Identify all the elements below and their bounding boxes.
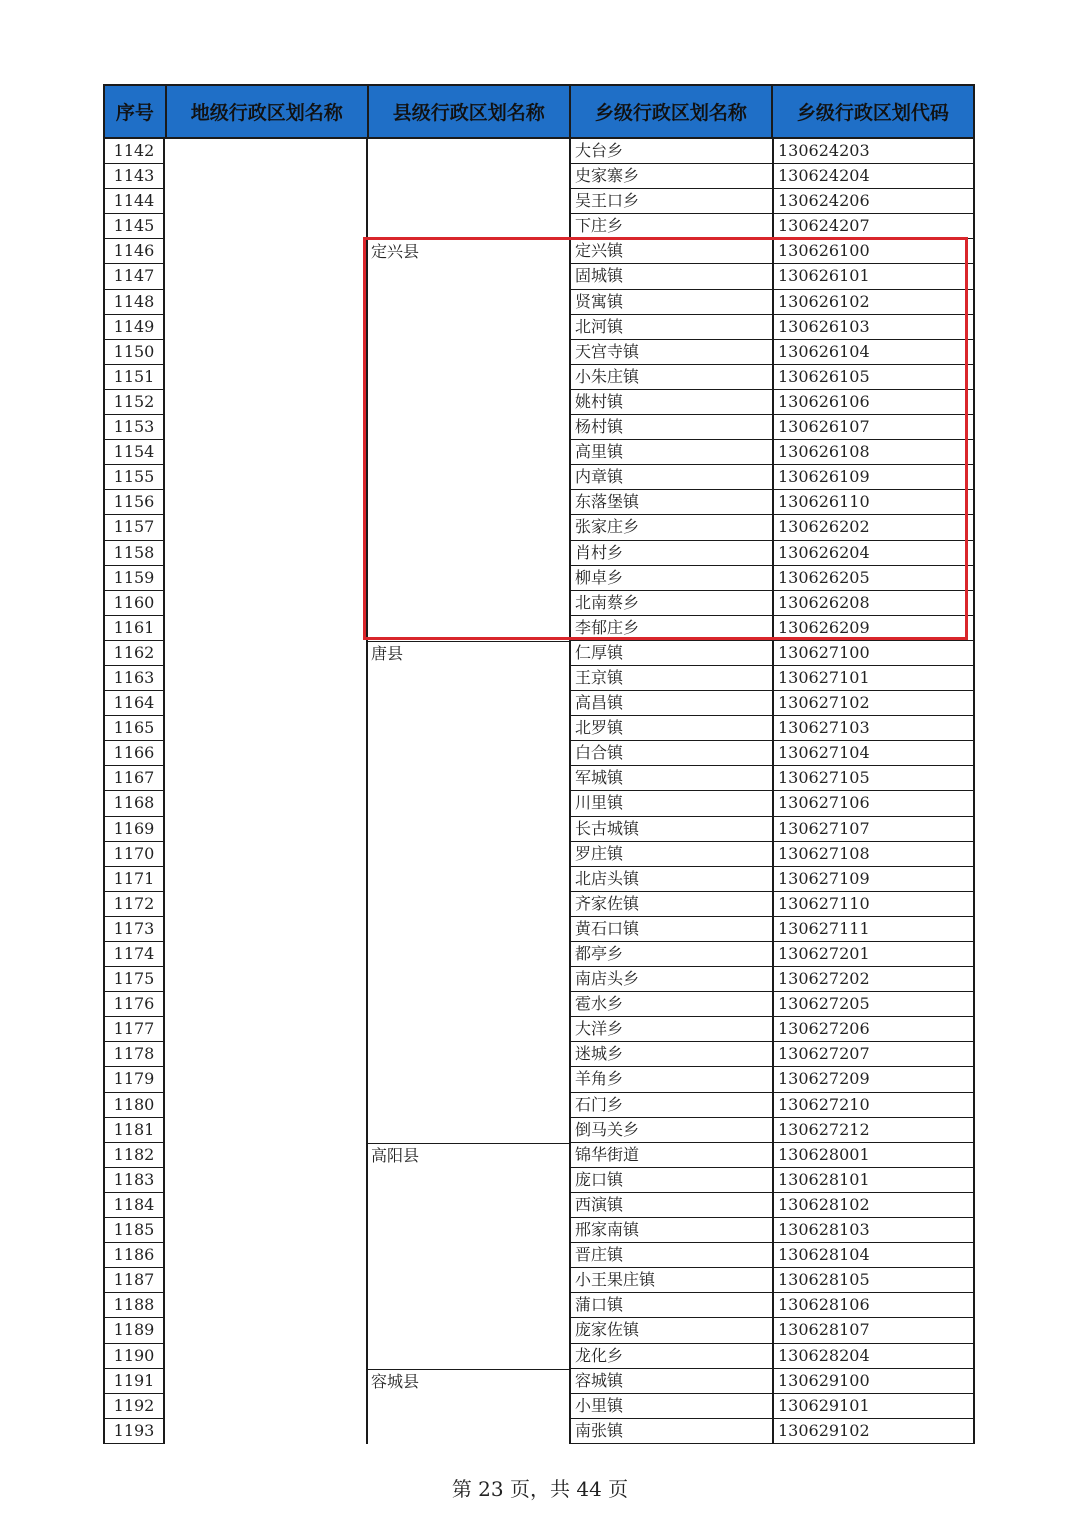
seq-cell: 1171 [103, 867, 165, 892]
seq-cell: 1149 [103, 315, 165, 340]
code-cell: 130628107 [774, 1318, 975, 1343]
code-cell: 130627205 [774, 992, 975, 1017]
page-footer: 第 23 页，共 44 页 [451, 1477, 629, 1501]
seq-cell: 1165 [103, 716, 165, 741]
table-row [103, 641, 975, 666]
city-cell [165, 1218, 368, 1243]
city-cell [165, 791, 368, 816]
table-row [103, 1218, 975, 1243]
code-cell: 130626106 [774, 390, 975, 415]
city-cell [165, 189, 368, 214]
town-cell: 晋庄镇 [571, 1243, 774, 1268]
town-cell: 西演镇 [571, 1193, 774, 1218]
city-cell [165, 917, 368, 942]
town-cell: 贤寓镇 [571, 290, 774, 315]
city-cell [165, 716, 368, 741]
table-row [103, 189, 975, 214]
seq-cell: 1173 [103, 917, 165, 942]
city-cell [165, 1118, 368, 1143]
town-cell: 大洋乡 [571, 1017, 774, 1042]
town-cell: 雹水乡 [571, 992, 774, 1017]
county-cell: 高阳县 [368, 1143, 571, 1168]
town-cell: 羊角乡 [571, 1067, 774, 1092]
seq-cell: 1146 [103, 239, 165, 264]
county-cell [368, 967, 571, 992]
town-cell: 长古城镇 [571, 817, 774, 842]
county-cell [368, 741, 571, 766]
town-cell: 史家寨乡 [571, 164, 774, 189]
city-cell [165, 315, 368, 340]
town-cell: 罗庄镇 [571, 842, 774, 867]
table-row [103, 766, 975, 791]
code-cell: 130627212 [774, 1118, 975, 1143]
town-cell: 迷城乡 [571, 1042, 774, 1067]
county-cell [368, 1067, 571, 1092]
town-cell: 邢家南镇 [571, 1218, 774, 1243]
table-row [103, 967, 975, 992]
city-cell [165, 440, 368, 465]
code-cell: 130627206 [774, 1017, 975, 1042]
town-cell: 龙化乡 [571, 1344, 774, 1369]
town-cell: 仁厚镇 [571, 641, 774, 666]
seq-cell: 1190 [103, 1344, 165, 1369]
code-cell: 130628001 [774, 1143, 975, 1168]
town-cell: 军城镇 [571, 766, 774, 791]
county-cell [368, 1218, 571, 1243]
town-cell: 姚村镇 [571, 390, 774, 415]
seq-cell: 1142 [103, 139, 165, 164]
header-city-name: 地级行政区划名称 [167, 86, 369, 137]
city-cell [165, 1243, 368, 1268]
seq-cell: 1164 [103, 691, 165, 716]
highlight-box [363, 237, 968, 640]
code-cell: 130627100 [774, 641, 975, 666]
city-cell [165, 1067, 368, 1092]
city-cell [165, 1268, 368, 1293]
town-cell: 北店头镇 [571, 867, 774, 892]
county-cell: 唐县 [368, 641, 571, 666]
code-cell: 130627103 [774, 716, 975, 741]
city-cell [165, 290, 368, 315]
city-cell [165, 390, 368, 415]
county-cell [368, 1268, 571, 1293]
header-seq: 序号 [105, 86, 167, 137]
county-cell [368, 1394, 571, 1419]
city-cell [165, 1344, 368, 1369]
town-cell: 东落堡镇 [571, 490, 774, 515]
county-cell [368, 139, 571, 164]
county-cell [368, 1093, 571, 1118]
town-cell: 杨村镇 [571, 415, 774, 440]
city-cell [165, 1419, 368, 1444]
town-cell: 川里镇 [571, 791, 774, 816]
seq-cell: 1148 [103, 290, 165, 315]
town-cell: 庞口镇 [571, 1168, 774, 1193]
seq-cell: 1175 [103, 967, 165, 992]
county-cell [368, 189, 571, 214]
town-cell: 齐家佐镇 [571, 892, 774, 917]
code-cell: 130629100 [774, 1369, 975, 1394]
code-cell: 130624207 [774, 214, 975, 239]
town-cell: 小朱庄镇 [571, 365, 774, 390]
code-cell: 130626100 [774, 239, 975, 264]
town-cell: 南张镇 [571, 1419, 774, 1444]
code-cell: 130627105 [774, 766, 975, 791]
code-cell: 130626204 [774, 541, 975, 566]
county-cell [368, 1042, 571, 1067]
city-cell [165, 465, 368, 490]
code-cell: 130629102 [774, 1419, 975, 1444]
county-cell [368, 867, 571, 892]
city-cell [165, 942, 368, 967]
town-cell: 蒲口镇 [571, 1293, 774, 1318]
table-row [103, 1118, 975, 1143]
table-row [103, 1017, 975, 1042]
city-cell [165, 1042, 368, 1067]
city-cell [165, 641, 368, 666]
table-row [103, 1168, 975, 1193]
seq-cell: 1189 [103, 1318, 165, 1343]
town-cell: 内章镇 [571, 465, 774, 490]
city-cell [165, 766, 368, 791]
seq-cell: 1178 [103, 1042, 165, 1067]
table-row [103, 867, 975, 892]
table-row [103, 1394, 975, 1419]
table-header [103, 84, 975, 139]
town-cell: 天宫寺镇 [571, 340, 774, 365]
city-cell [165, 515, 368, 540]
seq-cell: 1176 [103, 992, 165, 1017]
seq-cell: 1154 [103, 440, 165, 465]
town-cell: 大台乡 [571, 139, 774, 164]
town-cell: 容城镇 [571, 1369, 774, 1394]
town-cell: 倒马关乡 [571, 1118, 774, 1143]
code-cell: 130627101 [774, 666, 975, 691]
table-row [103, 1344, 975, 1369]
code-cell: 130627201 [774, 942, 975, 967]
seq-cell: 1158 [103, 541, 165, 566]
code-cell: 130628104 [774, 1243, 975, 1268]
code-cell: 130626208 [774, 591, 975, 616]
town-cell: 北罗镇 [571, 716, 774, 741]
code-cell: 130626104 [774, 340, 975, 365]
town-cell: 固城镇 [571, 264, 774, 289]
town-cell: 王京镇 [571, 666, 774, 691]
table-row [103, 1093, 975, 1118]
header-town-code: 乡级行政区划代码 [796, 102, 949, 124]
seq-cell: 1157 [103, 515, 165, 540]
seq-cell: 1172 [103, 892, 165, 917]
town-cell: 李郁庄乡 [571, 616, 774, 641]
city-cell [165, 541, 368, 566]
table-row [103, 716, 975, 741]
code-cell: 130626101 [774, 264, 975, 289]
seq-cell: 1170 [103, 842, 165, 867]
code-cell: 130627106 [774, 791, 975, 816]
city-cell [165, 139, 368, 164]
seq-cell: 1193 [103, 1419, 165, 1444]
county-cell [368, 164, 571, 189]
table-row [103, 691, 975, 716]
city-cell [165, 415, 368, 440]
town-cell: 定兴镇 [571, 239, 774, 264]
seq-cell: 1192 [103, 1394, 165, 1419]
county-cell [368, 817, 571, 842]
city-cell [165, 967, 368, 992]
city-cell [165, 340, 368, 365]
town-cell: 黄石口镇 [571, 917, 774, 942]
seq-cell: 1182 [103, 1143, 165, 1168]
county-cell: 定兴县 [368, 239, 571, 264]
code-cell: 130628102 [774, 1193, 975, 1218]
seq-cell: 1163 [103, 666, 165, 691]
seq-cell: 1191 [103, 1369, 165, 1394]
city-cell [165, 1318, 368, 1343]
city-cell [165, 992, 368, 1017]
town-cell: 小王果庄镇 [571, 1268, 774, 1293]
county-cell [368, 1344, 571, 1369]
town-cell: 下庄乡 [571, 214, 774, 239]
county-cell [368, 214, 571, 239]
seq-cell: 1186 [103, 1243, 165, 1268]
table-row [103, 1042, 975, 1067]
code-cell: 130627102 [774, 691, 975, 716]
city-cell [165, 666, 368, 691]
seq-cell: 1179 [103, 1067, 165, 1092]
county-cell [368, 1419, 571, 1444]
county-cell [368, 1293, 571, 1318]
table-row [103, 942, 975, 967]
table-row [103, 1268, 975, 1293]
code-cell: 130627108 [774, 842, 975, 867]
code-cell: 130627207 [774, 1042, 975, 1067]
city-cell [165, 616, 368, 641]
seq-cell: 1151 [103, 365, 165, 390]
code-cell: 130628204 [774, 1344, 975, 1369]
table-row [103, 1067, 975, 1092]
code-cell: 130627210 [774, 1093, 975, 1118]
county-cell [368, 1118, 571, 1143]
table-row [103, 164, 975, 189]
town-cell: 吴王口乡 [571, 189, 774, 214]
city-cell [165, 1193, 368, 1218]
city-cell [165, 691, 368, 716]
seq-cell: 1152 [103, 390, 165, 415]
seq-cell: 1180 [103, 1093, 165, 1118]
county-cell [368, 1017, 571, 1042]
table-row [103, 1193, 975, 1218]
table-row [103, 214, 975, 239]
town-cell: 张家庄乡 [571, 515, 774, 540]
seq-cell: 1155 [103, 465, 165, 490]
seq-cell: 1187 [103, 1268, 165, 1293]
table-row [103, 992, 975, 1017]
code-cell: 130626202 [774, 515, 975, 540]
county-cell [368, 917, 571, 942]
seq-cell: 1168 [103, 791, 165, 816]
seq-cell: 1167 [103, 766, 165, 791]
county-cell [368, 1168, 571, 1193]
city-cell [165, 842, 368, 867]
code-cell: 130626109 [774, 465, 975, 490]
county-cell [368, 666, 571, 691]
town-cell: 高里镇 [571, 440, 774, 465]
town-cell: 小里镇 [571, 1394, 774, 1419]
header-county-name: 县级行政区划名称 [369, 86, 571, 137]
town-cell: 高昌镇 [571, 691, 774, 716]
county-cell: 容城县 [368, 1369, 571, 1394]
table-row [103, 1293, 975, 1318]
table-row [103, 1318, 975, 1343]
table-row [103, 1369, 975, 1394]
seq-cell: 1159 [103, 566, 165, 591]
table-row [103, 1419, 975, 1444]
city-cell [165, 1394, 368, 1419]
seq-cell: 1162 [103, 641, 165, 666]
city-cell [165, 1168, 368, 1193]
city-cell [165, 365, 368, 390]
table-row [103, 666, 975, 691]
town-cell: 肖村乡 [571, 541, 774, 566]
code-cell: 130628101 [774, 1168, 975, 1193]
seq-cell: 1144 [103, 189, 165, 214]
seq-cell: 1150 [103, 340, 165, 365]
seq-cell: 1160 [103, 591, 165, 616]
county-cell [368, 791, 571, 816]
city-cell [165, 591, 368, 616]
code-cell: 130626110 [774, 490, 975, 515]
seq-cell: 1156 [103, 490, 165, 515]
city-cell [165, 239, 368, 264]
code-cell: 130628103 [774, 1218, 975, 1243]
county-cell [368, 716, 571, 741]
table-row [103, 139, 975, 164]
city-cell [165, 817, 368, 842]
county-cell [368, 691, 571, 716]
code-cell: 130624204 [774, 164, 975, 189]
code-cell: 130627107 [774, 817, 975, 842]
city-cell [165, 264, 368, 289]
city-cell [165, 1293, 368, 1318]
city-cell [165, 566, 368, 591]
code-cell: 130624206 [774, 189, 975, 214]
town-cell: 都亭乡 [571, 942, 774, 967]
county-cell [368, 766, 571, 791]
code-cell: 130626103 [774, 315, 975, 340]
city-cell [165, 892, 368, 917]
table-row [103, 842, 975, 867]
table-row [103, 817, 975, 842]
seq-cell: 1166 [103, 741, 165, 766]
county-cell [368, 1243, 571, 1268]
code-cell: 130624203 [774, 139, 975, 164]
seq-cell: 1169 [103, 817, 165, 842]
city-cell [165, 1369, 368, 1394]
code-cell: 130627109 [774, 867, 975, 892]
table-row [103, 1243, 975, 1268]
seq-cell: 1147 [103, 264, 165, 289]
code-cell: 130626205 [774, 566, 975, 591]
code-cell: 130626209 [774, 616, 975, 641]
seq-cell: 1174 [103, 942, 165, 967]
town-cell: 锦华街道 [571, 1143, 774, 1168]
seq-cell: 1184 [103, 1193, 165, 1218]
city-cell [165, 867, 368, 892]
code-cell: 130627110 [774, 892, 975, 917]
code-cell: 130627104 [774, 741, 975, 766]
code-cell: 130626105 [774, 365, 975, 390]
seq-cell: 1161 [103, 616, 165, 641]
city-cell [165, 490, 368, 515]
city-cell [165, 1093, 368, 1118]
county-cell [368, 842, 571, 867]
town-cell: 庞家佐镇 [571, 1318, 774, 1343]
seq-cell: 1181 [103, 1118, 165, 1143]
county-cell [368, 892, 571, 917]
town-cell: 柳卓乡 [571, 566, 774, 591]
seq-cell: 1153 [103, 415, 165, 440]
code-cell: 130629101 [774, 1394, 975, 1419]
city-cell [165, 164, 368, 189]
code-cell: 130628105 [774, 1268, 975, 1293]
city-cell [165, 214, 368, 239]
table-row [103, 741, 975, 766]
seq-cell: 1188 [103, 1293, 165, 1318]
city-cell [165, 741, 368, 766]
county-cell [368, 1318, 571, 1343]
county-cell [368, 942, 571, 967]
seq-cell: 1177 [103, 1017, 165, 1042]
county-cell [368, 1193, 571, 1218]
city-cell [165, 1143, 368, 1168]
seq-cell: 1183 [103, 1168, 165, 1193]
code-cell: 130628106 [774, 1293, 975, 1318]
header-town-name: 乡级行政区划名称 [571, 86, 773, 137]
town-cell: 南店头乡 [571, 967, 774, 992]
code-cell: 130626107 [774, 415, 975, 440]
town-cell: 北河镇 [571, 315, 774, 340]
code-cell: 130627202 [774, 967, 975, 992]
city-cell [165, 1017, 368, 1042]
seq-cell: 1185 [103, 1218, 165, 1243]
seq-cell: 1143 [103, 164, 165, 189]
code-cell: 130627209 [774, 1067, 975, 1092]
table-row [103, 892, 975, 917]
town-cell: 北南蔡乡 [571, 591, 774, 616]
town-cell: 石门乡 [571, 1093, 774, 1118]
code-cell: 130626102 [774, 290, 975, 315]
table-row [103, 791, 975, 816]
seq-cell: 1145 [103, 214, 165, 239]
county-cell [368, 992, 571, 1017]
table-row [103, 917, 975, 942]
code-cell: 130627111 [774, 917, 975, 942]
town-cell: 白合镇 [571, 741, 774, 766]
table-row [103, 1143, 975, 1168]
code-cell: 130626108 [774, 440, 975, 465]
